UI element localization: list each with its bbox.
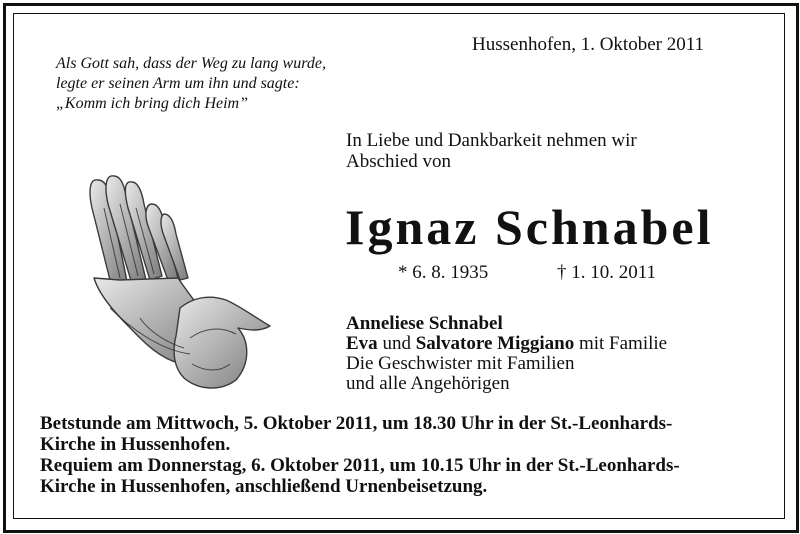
mourner-line: und alle Angehörigen	[346, 373, 510, 394]
mourner-line	[346, 334, 667, 354]
birth-date: * 6. 8. 1935	[398, 262, 489, 283]
quote-line: Als Gott sah, dass der Weg zu lang wurde,	[56, 55, 326, 72]
deceased-name: Ignaz Schnabel	[345, 199, 714, 255]
place-date: Hussenhofen, 1. Oktober 2011	[472, 34, 705, 55]
death-date: † 1. 10. 2011	[557, 262, 657, 283]
quote	[56, 54, 326, 114]
service-line: Kirche in Hussenhofen.	[40, 434, 231, 455]
mourners-list	[346, 314, 667, 394]
mourner-line: Die Geschwister mit Familien	[346, 353, 575, 374]
intro-text	[346, 130, 637, 172]
mourner-name: Anneliese Schnabel	[346, 313, 503, 334]
mourner-line	[346, 314, 667, 334]
mourner-connector: und	[377, 333, 416, 354]
service-line: Kirche in Hussenhofen, anschließend Urnenbeisetzung.	[40, 476, 488, 497]
service-line: Requiem am Donnerstag, 6. Oktober 2011, um 10.15 Uhr in der St.-Leonhards-	[40, 455, 680, 476]
quote-line: „Komm ich bring dich Heim”	[56, 95, 248, 112]
intro-line: In Liebe und Dankbarkeit nehmen wir	[346, 130, 637, 151]
intro-line: Abschied von	[346, 151, 452, 172]
mourner-name: Salvatore Miggiano	[415, 333, 575, 354]
mourner-name: Eva	[346, 333, 378, 354]
quote-line: legte er seinen Arm um ihn und sagte:	[56, 75, 300, 92]
service-line: Betstunde am Mittwoch, 5. Oktober 2011, um 18.30 Uhr in der St.-Leonhards-	[40, 413, 673, 434]
praying-hands-icon	[80, 168, 280, 398]
service-notice	[40, 413, 680, 497]
mourner-suffix: mit Familie	[574, 333, 668, 354]
